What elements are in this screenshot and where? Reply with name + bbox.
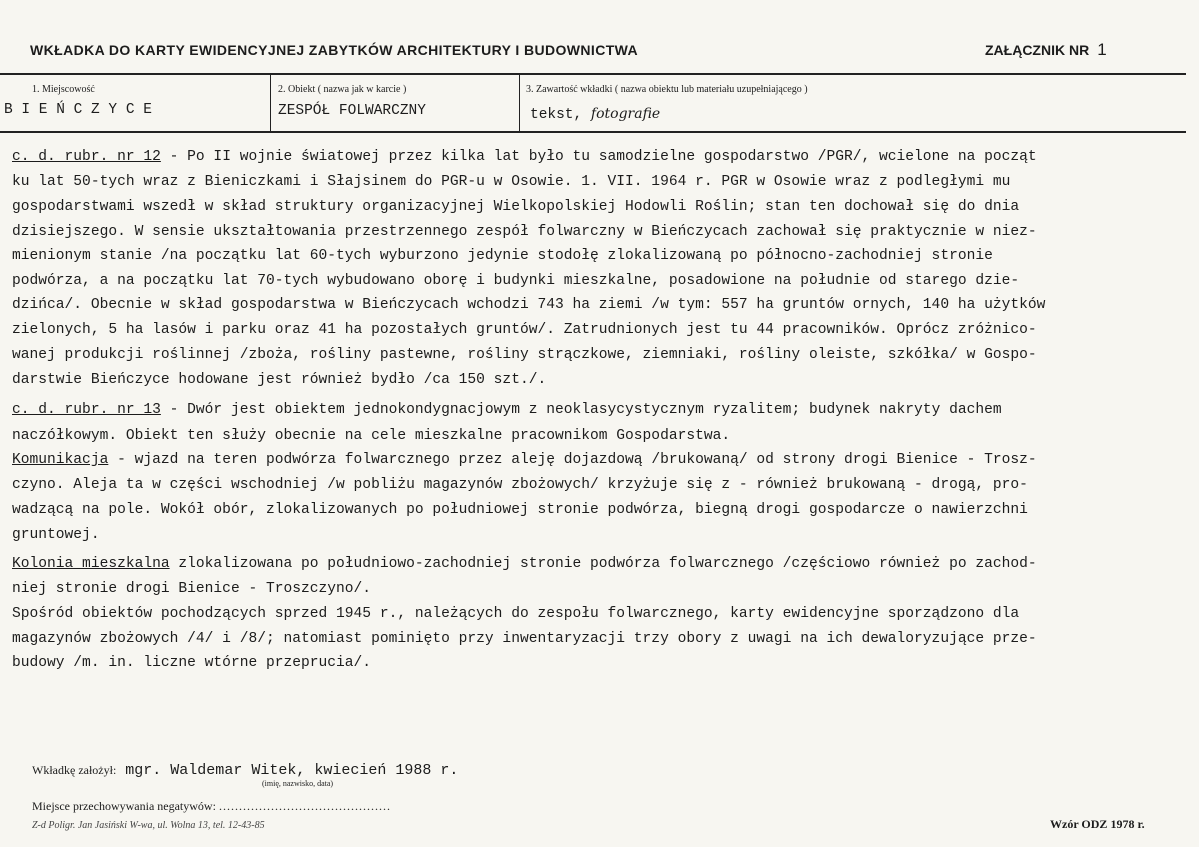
body-text: niej stronie drogi Bienice - Troszczyno/. xyxy=(12,581,372,597)
body-text: - Po II wojnie światowej przez kilka lat było tu samodzielne gospodarstwo /PGR/, wcielone na począt xyxy=(160,149,1037,165)
body-line xyxy=(12,368,1192,393)
header-divider-1 xyxy=(270,75,271,131)
annex-label xyxy=(985,40,1107,60)
body-text: magazynów zbożowych /4/ i /8/; natomiast pominięto przy inwentaryzacji trzy obory z uwagi na ich dewaloryzujące prze- xyxy=(12,631,1037,647)
body-line xyxy=(12,195,1192,220)
field-contents-value xyxy=(530,106,660,123)
body-line xyxy=(12,552,1192,577)
body-line xyxy=(12,220,1192,245)
body-line xyxy=(12,602,1192,627)
section-heading: c. d. rubr. nr 12 xyxy=(12,149,161,165)
body-text: czyno. Aleja ta w części wschodniej /w pobliżu magazynów zbożowych/ krzyżuje się z - również brukowaną - drogą, pro- xyxy=(12,477,1028,493)
body-text: gruntowej. xyxy=(12,527,100,543)
field-contents-label: 3. Zawartość wkładki ( nazwa obiektu lub materiału uzupełniającego ) xyxy=(526,84,808,95)
field-contents-handwritten: fotografie xyxy=(590,106,661,122)
body-line xyxy=(12,244,1192,269)
storage-label: Miejsce przechowywania negatywów: xyxy=(32,799,216,813)
header-rule-top xyxy=(0,73,1186,75)
body-line xyxy=(12,398,1192,423)
body-text: darstwie Bieńczyce hodowane jest również bydło /ca 150 szt./. xyxy=(12,372,547,388)
body-text: wanej produkcji roślinnej /zboża, rośliny pastewne, rośliny strączkowe, ziemniaki, rośliny oleiste, szkółka/ w Gospo- xyxy=(12,347,1037,363)
field-object-value: ZESPÓŁ FOLWARCZNY xyxy=(278,103,426,119)
body-text: Spośród obiektów pochodzących sprzed 1945 r., należących do zespołu folwarcznego, karty ewidencyjne sporządzono dla xyxy=(12,606,1020,622)
annex-label-text: ZAŁĄCZNIK NR xyxy=(985,42,1090,58)
body-line xyxy=(12,473,1192,498)
body-text: naczółkowym. Obiekt ten służy obecnie na cele mieszkalne pracownikom Gospodarstwa. xyxy=(12,428,731,444)
body-text: dzińca/. Obecnie w skład gospodarstwa w Bieńczycach wchodzi 743 ha ziemi /w tym: 557 ha gruntów ornych, 140 ha użytków xyxy=(12,297,1046,313)
field-contents-typed: tekst, xyxy=(530,107,583,123)
header-rule-bottom xyxy=(0,131,1186,133)
body-line xyxy=(12,293,1192,318)
body-line xyxy=(12,448,1192,473)
annex-number: 1 xyxy=(1097,40,1107,59)
body-line xyxy=(12,170,1192,195)
body-line xyxy=(12,523,1192,548)
body-line xyxy=(12,498,1192,523)
body-line xyxy=(12,318,1192,343)
body-text: - wjazd na teren podwórza folwarcznego przez aleję dojazdową /brukowaną/ od strony drogi Bienice - Trosz- xyxy=(108,452,1037,468)
prepared-by-label: Wkładkę założył: xyxy=(32,763,117,777)
section-heading: c. d. rubr. nr 13 xyxy=(12,402,161,418)
section-heading: Kolonia mieszkalna xyxy=(12,556,170,572)
body-line xyxy=(12,577,1192,602)
prepared-by-value: mgr. Waldemar Witek, kwiecień 1988 r. xyxy=(125,762,459,779)
body-line xyxy=(12,343,1192,368)
form-title: WKŁADKA DO KARTY EWIDENCYJNEJ ZABYTKÓW ARCHITEKTURY I BUDOWNICTWA xyxy=(30,42,639,58)
prepared-by-row xyxy=(32,762,458,779)
header-divider-2 xyxy=(519,75,520,131)
body-line xyxy=(12,651,1192,676)
storage-row xyxy=(32,799,391,814)
body-text: gospodarstwami wszedł w skład struktury organizacyjnej Wielkopolskiej Hodowli Roślin; stan ten dochował się do dnia xyxy=(12,199,1020,215)
field-locality-value: B I E Ń C Z Y C E xyxy=(4,102,152,118)
form-code: Wzór ODZ 1978 r. xyxy=(1050,817,1145,831)
body-text: ku lat 50-tych wraz z Bieniczkami i Słajsinem do PGR-u w Osowie. 1. VII. 1964 r. PGR w Osowie wraz z podległymi mu xyxy=(12,174,1011,190)
body-line xyxy=(12,269,1192,294)
body-text: budowy /m. in. liczne wtórne przeprucia/. xyxy=(12,655,372,671)
prepared-by-hint: (imię, nazwisko, data) xyxy=(262,779,334,788)
body-line xyxy=(12,627,1192,652)
body-line xyxy=(12,424,1192,449)
body-text: podwórza, a na początku lat 70-tych wybudowano oborę i budynki mieszkalne, posadowione na południe od starego dzie- xyxy=(12,273,1020,289)
body-text: dzisiejszego. W sensie ukształtowania przestrzennego zespół folwarczny w Bieńczycach zachował się praktycznie w niez- xyxy=(12,224,1037,240)
field-object-label: 2. Obiekt ( nazwa jak w karcie ) xyxy=(278,84,407,95)
body-text: zielonych, 5 ha lasów i parku oraz 41 ha pozostałych gruntów/. Zatrudnionych jest tu 44 pracowników. Oprócz zróżnico- xyxy=(12,322,1037,338)
printer-imprint: Z-d Poligr. Jan Jasiński W-wa, ul. Wolna 13, tel. 12-43-85 xyxy=(32,820,265,831)
body-text: mienionym stanie /na początku lat 60-tych wyburzono jedynie stodołę zlokalizowaną po północno-zachodniej stronie xyxy=(12,248,993,264)
body-text: zlokalizowana po południowo-zachodniej stronie podwórza folwarcznego /częściowo również po zachod- xyxy=(169,556,1037,572)
body-line xyxy=(12,145,1192,170)
storage-dots: ........................................... xyxy=(218,799,391,813)
section-heading: Komunikacja xyxy=(12,452,109,468)
field-locality-label: 1. Miejscowość xyxy=(32,84,95,95)
body-text: wadzącą na pole. Wokół obór, zlokalizowanych po południowej stronie podwórza, biegną drogi gospodarcze o nawierzchni xyxy=(12,502,1028,518)
body-text: - Dwór jest obiektem jednokondygnacjowym z neoklasycystycznym ryzalitem; budynek nakryty dachem xyxy=(160,402,1002,418)
